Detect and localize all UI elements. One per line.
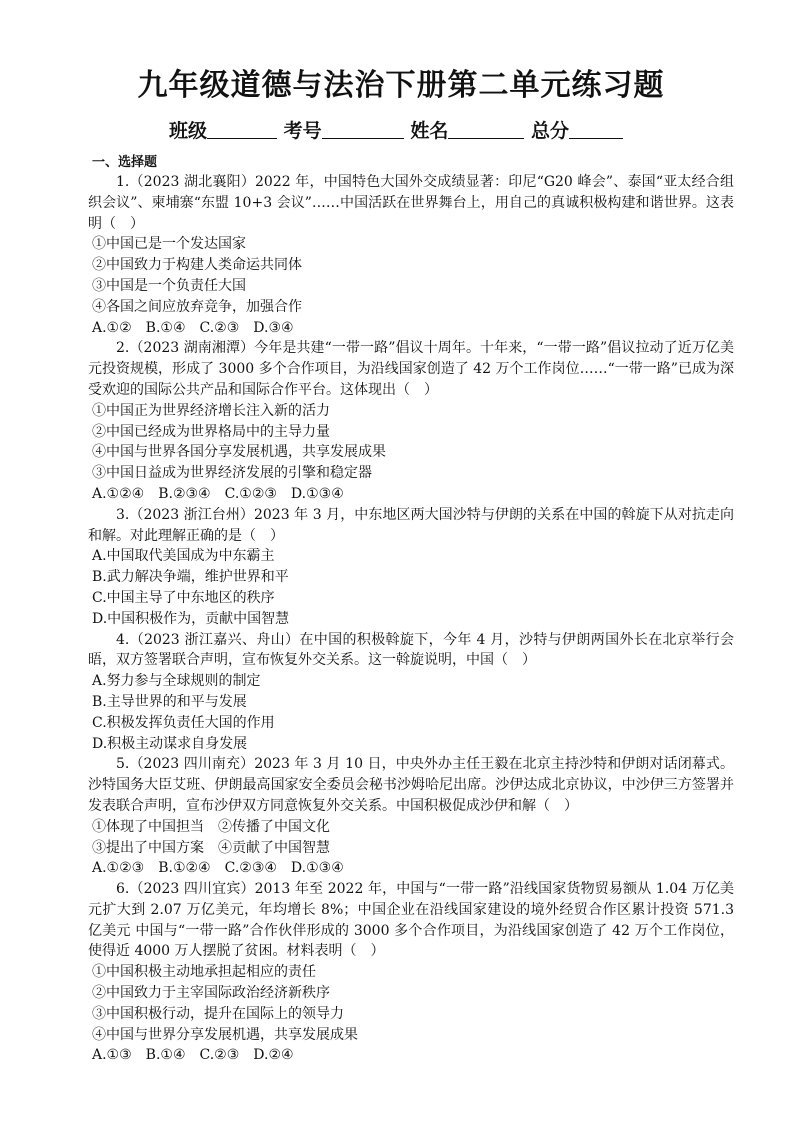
question-stem: 4.（2023 浙江嘉兴、舟山）在中国的积极斡旋下，今年 4 月，沙特与伊朗两国外长在北京举行会晤，双方签署联合声明，宣布恢复外交关系。这一斡旋说明，中国（ ）	[88, 631, 734, 669]
question-5	[88, 754, 734, 879]
question-stem: 6.（2023 四川宜宾）2013 年至 2022 年，中国与“一带一路”沿线国家货物贸易额从 1.04 万亿美元扩大到 2.07 万亿美元，年均增长 8%；中国企业在沿线国家建设的境外经贸合作区累计投资 571.3 亿美元 中国与“一带一路”合作伙伴形成的 3000 多个合作项目，为沿线国家创造了 42 万个工作岗位，使得近 4000 万人摆脱了贫困。材料表明（ ）	[88, 881, 734, 960]
answer-choices: A.①② B.①④ C.②③ D.③④	[92, 319, 294, 336]
option-line: ③中国日益成为世界经济发展的引擎和稳定器	[92, 465, 372, 482]
option-line: ②中国致力于主宰国际政治经济新秩序	[92, 985, 330, 1002]
question-1	[88, 172, 734, 338]
option-line: ④中国与世界分享发展机遇，共享发展成果	[92, 1026, 358, 1043]
section-heading: 一、选择题	[92, 155, 158, 170]
option-line: ④各国之间应放弃竞争，加强合作	[92, 298, 302, 315]
option-line: ②中国致力于构建人类命运共同体	[92, 257, 302, 274]
exam-no-blank	[322, 120, 404, 139]
question-3	[88, 505, 734, 630]
option-line: ③中国积极行动，提升在国际上的领导力	[92, 1005, 344, 1022]
exam-no-label: 考号	[283, 120, 322, 142]
question-6	[88, 879, 734, 1066]
option-line: C.中国主导了中东地区的秩序	[92, 589, 275, 606]
answer-choices: A.①②④ B.②③④ C.①②③ D.①③④	[92, 485, 344, 502]
option-line: B.武力解决争端，维护世界和平	[92, 569, 289, 586]
question-stem: 3.（2023 浙江台州）2023 年 3 月，中东地区两大国沙特与伊朗的关系在中国的斡旋下从对抗走向和解。对此理解正确的是（ ）	[88, 506, 734, 544]
option-line: C.积极发挥负责任大国的作用	[92, 714, 275, 731]
option-line: ①中国积极主动地承担起相应的责任	[92, 964, 316, 981]
option-line: A.中国取代美国成为中东霸主	[92, 548, 275, 565]
answer-choices: A.①②③ B.①②④ C.②③④ D.①③④	[92, 860, 344, 877]
option-line: ①中国正为世界经济增长注入新的活力	[92, 402, 330, 419]
student-info-row	[88, 116, 734, 143]
question-stem: 5.（2023 四川南充）2023 年 3 月 10 日，中央外办主任王毅在北京主持沙特和伊朗对话闭幕式。沙特国务大臣艾班、伊朗最高国家安全委员会秘书沙姆哈尼出席。沙伊达成北京协议，中沙伊三方签署并发表联合声明，宣布沙伊双方同意恢复外交关系。中国积极促成沙伊和解（ ）	[88, 756, 734, 814]
option-line: D.积极主动谋求自身发展	[92, 735, 248, 752]
name-blank	[448, 120, 524, 139]
class-label: 班级	[169, 120, 208, 142]
option-line: ②中国已经成为世界格局中的主导力量	[92, 423, 330, 440]
option-line: A.努力参与全球规则的制定	[92, 673, 261, 690]
question-4	[88, 630, 734, 755]
option-line: ①中国已是一个发达国家	[92, 236, 246, 253]
option-line: B.主导世界的和平与发展	[92, 693, 247, 710]
option-line: ①体现了中国担当 ②传播了中国文化	[92, 818, 330, 835]
score-label: 总分	[530, 120, 569, 142]
question-2	[88, 338, 734, 504]
option-line: D.中国积极作为，贡献中国智慧	[92, 610, 290, 627]
question-list	[88, 172, 734, 1066]
name-label: 姓名	[410, 120, 449, 142]
class-blank	[207, 120, 277, 139]
question-stem: 2.（2023 湖南湘潭）今年是共建“一带一路”倡议十周年。十年来，“一带一路”倡议拉动了近万亿美元投资规模，形成了 3000 多个合作项目，为沿线国家创造了 42 万个工作岗位……“一带一路”已成为深受欢迎的国际公共产品和国际合作平台。这体现出（ ）	[88, 340, 734, 398]
answer-choices: A.①③ B.①④ C.②③ D.②④	[92, 1047, 294, 1064]
option-line: ③提出了中国方案 ④贡献了中国智慧	[92, 839, 330, 856]
option-line: ③中国是一个负责任大国	[92, 277, 246, 294]
page-title: 九年级道德与法治下册第二单元练习题	[137, 68, 665, 103]
question-stem: 1.（2023 湖北襄阳）2022 年，中国特色大国外交成绩显著：印尼“G20 峰会”、泰国“亚太经合组织会议”、柬埔寨“东盟 10+3 会议”……中国活跃在世界舞台上，用自己的真诚积极构建和谐世界。这表明（ ）	[88, 174, 734, 232]
option-line: ④中国与世界各国分享发展机遇，共享发展成果	[92, 444, 386, 461]
score-blank	[569, 120, 623, 139]
